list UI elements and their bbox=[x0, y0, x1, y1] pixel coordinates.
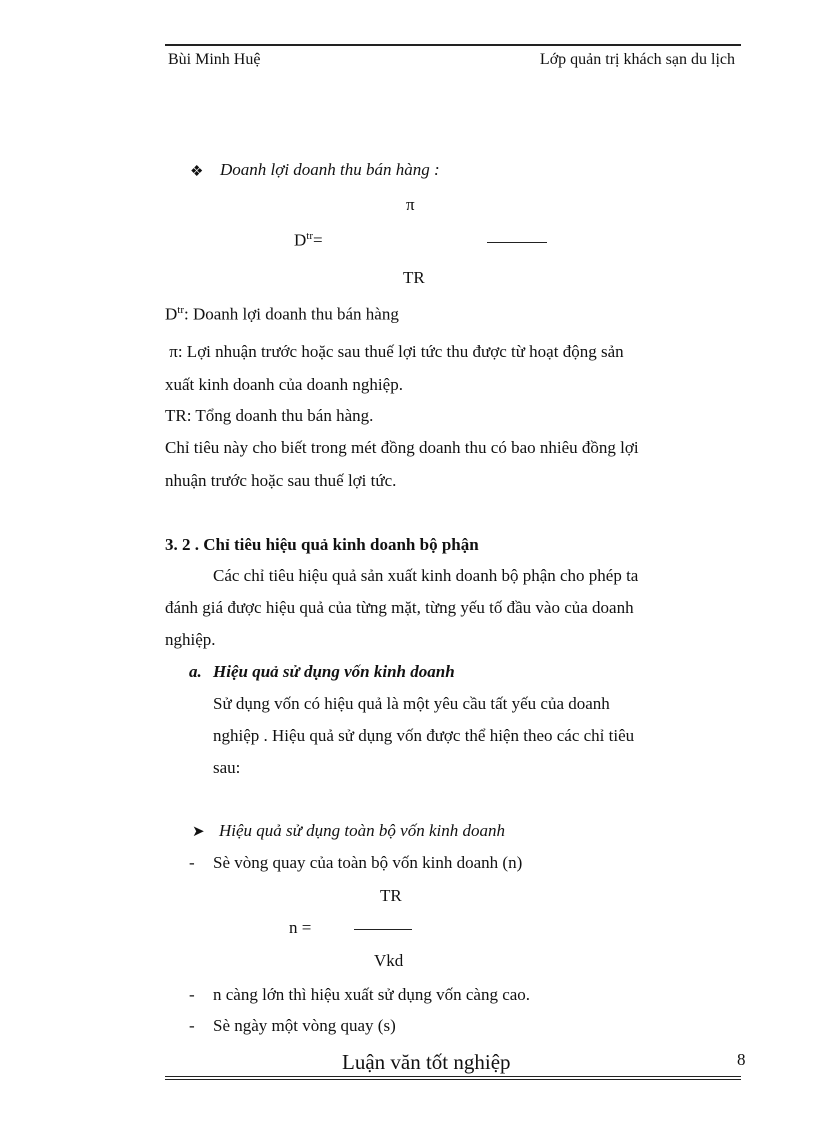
item-n-cang-lon: n càng lớn thì hiệu xuất sử dụng vốn càng cao. bbox=[213, 985, 531, 1004]
section2-para-line1: Các chỉ tiêu hiệu quả sản xuất kinh doanh bộ phận cho phép ta bbox=[213, 566, 639, 585]
subsection-a-label: a. bbox=[189, 662, 202, 681]
dash-bullet-3: - bbox=[189, 1016, 195, 1035]
section1-heading: Doanh lợi doanh thu bán hàng : bbox=[220, 160, 440, 179]
section2-para-line2: đánh giá được hiệu quả của từng mặt, từng yếu tố đầu vào của doanh bbox=[165, 598, 634, 617]
definition-tr: TR: Tổng doanh thu bán hàng. bbox=[165, 406, 374, 425]
formula1-numerator: π bbox=[406, 195, 415, 214]
formula2-denominator: Vkd bbox=[374, 951, 404, 970]
footer-title: Luận văn tốt nghiệp bbox=[342, 1050, 511, 1074]
formula2-fraction-line bbox=[354, 929, 412, 930]
formula1-denominator: TR bbox=[403, 268, 425, 287]
page-number: 8 bbox=[737, 1050, 746, 1069]
subsection-a-line3: sau: bbox=[213, 758, 241, 777]
note-line2: nhuận trước hoặc sau thuế lợi tức. bbox=[165, 471, 397, 490]
dash-bullet-2: - bbox=[189, 985, 195, 1004]
note-line1: Chỉ tiêu này cho biết trong mét đồng doanh thu có bao nhiêu đồng lợi bbox=[165, 438, 639, 457]
subsection-a-title: Hiệu quả sử dụng vốn kinh doanh bbox=[213, 662, 455, 681]
header-rule bbox=[165, 44, 741, 46]
subsection-a-line1: Sử dụng vốn có hiệu quả là một yêu cầu tất yếu của doanh bbox=[213, 694, 610, 713]
formula2-numerator: TR bbox=[380, 886, 402, 905]
definition-pi-line2: xuất kinh doanh của doanh nghiệp. bbox=[165, 375, 403, 394]
dash-bullet-1: - bbox=[189, 853, 195, 872]
arrow-heading: Hiệu quả sử dụng toàn bộ vốn kinh doanh bbox=[219, 821, 505, 840]
footer-rule bbox=[165, 1076, 741, 1077]
arrow-bullet-icon: ➤ bbox=[192, 824, 205, 840]
subsection-a-line2: nghiệp . Hiệu quả sử dụng vốn được thể hiện theo các chỉ tiêu bbox=[213, 726, 635, 745]
section2-para-line3: nghiệp. bbox=[165, 630, 216, 649]
formula2-lhs: n = bbox=[289, 918, 312, 937]
diamond-bullet-icon: ❖ bbox=[190, 164, 204, 180]
header-author: Bùi Minh Huệ bbox=[168, 51, 261, 68]
footer-rule-double bbox=[165, 1079, 741, 1080]
item-so-ngay: Sè ngày một vòng quay (s) bbox=[213, 1016, 396, 1035]
formula1-lhs: $D^{tr}=$ bbox=[294, 230, 323, 250]
definition-dtr: $D^{tr}$: Doanh lợi doanh thu bán hàng bbox=[165, 304, 399, 324]
formula1-fraction-line bbox=[487, 242, 547, 243]
header-course: Lớp quản trị khách sạn du lịch bbox=[539, 51, 735, 68]
definition-pi-line1: π: Lợi nhuận trước hoặc sau thuế lợi tức thu được từ hoạt động sản bbox=[165, 342, 624, 361]
section2-heading: 3. 2 . Chỉ tiêu hiệu quả kinh doanh bộ phận bbox=[165, 535, 479, 554]
item-vong-quay: Sè vòng quay của toàn bộ vốn kinh doanh (n) bbox=[213, 853, 523, 872]
